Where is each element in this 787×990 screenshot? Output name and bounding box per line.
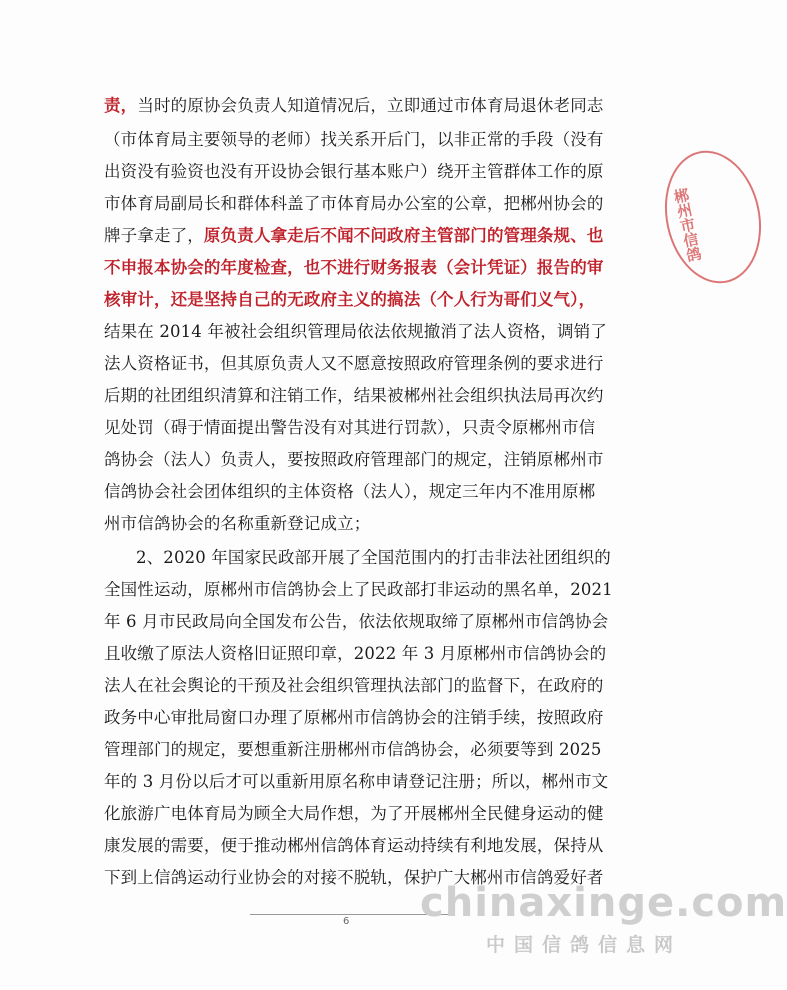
emphasized-text: 不申报本协会的年度检查，也不进行财务报表（会计凭证）报告的审: [104, 258, 604, 277]
text-line: [104, 772, 608, 792]
body-text: 且收缴了原法人资格旧证照印章，2022 年 3 月原郴州市信鸽协会的: [104, 644, 607, 663]
text-line: [104, 514, 370, 534]
body-text: 州市信鸽协会的名称重新登记成立；: [104, 514, 371, 533]
text-line: [104, 226, 604, 246]
text-line: [104, 386, 604, 406]
body-text: （市体育局主要领导的老师）找关系开后门，以非正常的手段（没有: [104, 130, 604, 149]
text-line: [104, 740, 602, 760]
body-text: 康发展的需要，便于推动郴州信鸽体育运动持续有利地发展，保持从: [104, 836, 604, 855]
watermark-domain: chinaxinge.com: [420, 880, 787, 926]
body-text: 政务中心审批局窗口办理了原郴州市信鸽协会的注销手续，按照政府: [104, 708, 604, 727]
body-text: 下到上信鸽运动行业协会的对接不脱轨，保护广大郴州市信鸽爱好者: [104, 868, 604, 887]
body-text: 管理部门的规定，要想重新注册郴州市信鸽协会，必须要等到 2025: [104, 740, 602, 759]
text-line: [104, 258, 604, 278]
text-line: [104, 162, 604, 182]
watermark-site-name: 中国信鸽信息网: [486, 934, 683, 956]
body-text: 法人在社会舆论的干预及社会组织管理执法部门的监督下，在政府的: [104, 676, 604, 695]
text-line: [104, 580, 613, 600]
body-text: 信鸽协会社会团体组织的主体资格（法人），规定三年内不准用原郴: [104, 482, 596, 501]
body-text: 后期的社团组织清算和注销工作，结果被郴州社会组织执法局再次约: [104, 386, 604, 405]
text-line: [104, 418, 595, 438]
body-text: 年的 3 月份以后才可以重新用原名称申请登记注册；所以，郴州市文: [104, 772, 609, 791]
emphasized-text: 责，: [104, 96, 138, 115]
body-text: 化旅游广电体育局为顾全大局作想，为了开展郴州全民健身运动的健: [104, 804, 604, 823]
body-text: 牌子拿走了，: [104, 226, 204, 245]
body-text: 2、2020 年国家民政部开展了全国范围内的打击非法社团组织的: [136, 548, 611, 567]
text-line: [104, 836, 604, 856]
body-text: 结果在 2014 年被社会组织管理局依法依规撤消了法人资格，调销了: [104, 322, 607, 341]
text-line: [136, 548, 611, 568]
text-line: [104, 322, 607, 342]
body-text: 市体育局副局长和群体科盖了市体育局办公室的公章，把郴州协会的: [104, 194, 604, 213]
official-seal: [653, 142, 773, 293]
emphasized-text: 原负责人拿走后不闻不问政府主管部门的管理条规、也: [203, 226, 604, 245]
text-line: [104, 450, 604, 470]
body-text: 见处罚（碍于情面提出警告没有对其进行罚款），只责令原郴州市信: [104, 418, 596, 437]
text-line: [104, 194, 604, 214]
emphasized-text: 核审计，还是坚持自己的无政府主义的搞法（个人行为哥们义气），: [104, 290, 596, 309]
text-line: [104, 644, 606, 664]
text-line: [104, 612, 608, 632]
text-line: [104, 290, 595, 310]
body-text: 法人资格证书，但其原负责人又不愿意按照政府管理条例的要求进行: [104, 354, 604, 373]
body-text: 出资没有验资也没有开设协会银行基本账户）绕开主管群体工作的原: [104, 162, 604, 181]
seal-text: 郴州市信鸽: [670, 186, 704, 264]
text-line: [104, 708, 604, 728]
body-text: 当时的原协会负责人知道情况后，立即通过市体育局退休老同志: [137, 96, 604, 115]
body-text: 鸽协会（法人）负责人，要按照政府管理部门的规定，注销原郴州市: [104, 450, 604, 469]
body-text: 年 6 月市民政局向全国发布公告，依法依规取缔了原郴州市信鸽协会: [104, 612, 609, 631]
text-line: [104, 130, 604, 150]
body-text: 全国性运动，原郴州市信鸽协会上了民政部打非运动的黑名单，2021: [104, 580, 613, 599]
text-line: [104, 676, 604, 696]
text-line: [104, 804, 604, 824]
text-line: [104, 482, 595, 502]
page-number: 6: [343, 916, 350, 927]
text-line: [104, 96, 604, 116]
text-line: [104, 354, 604, 374]
